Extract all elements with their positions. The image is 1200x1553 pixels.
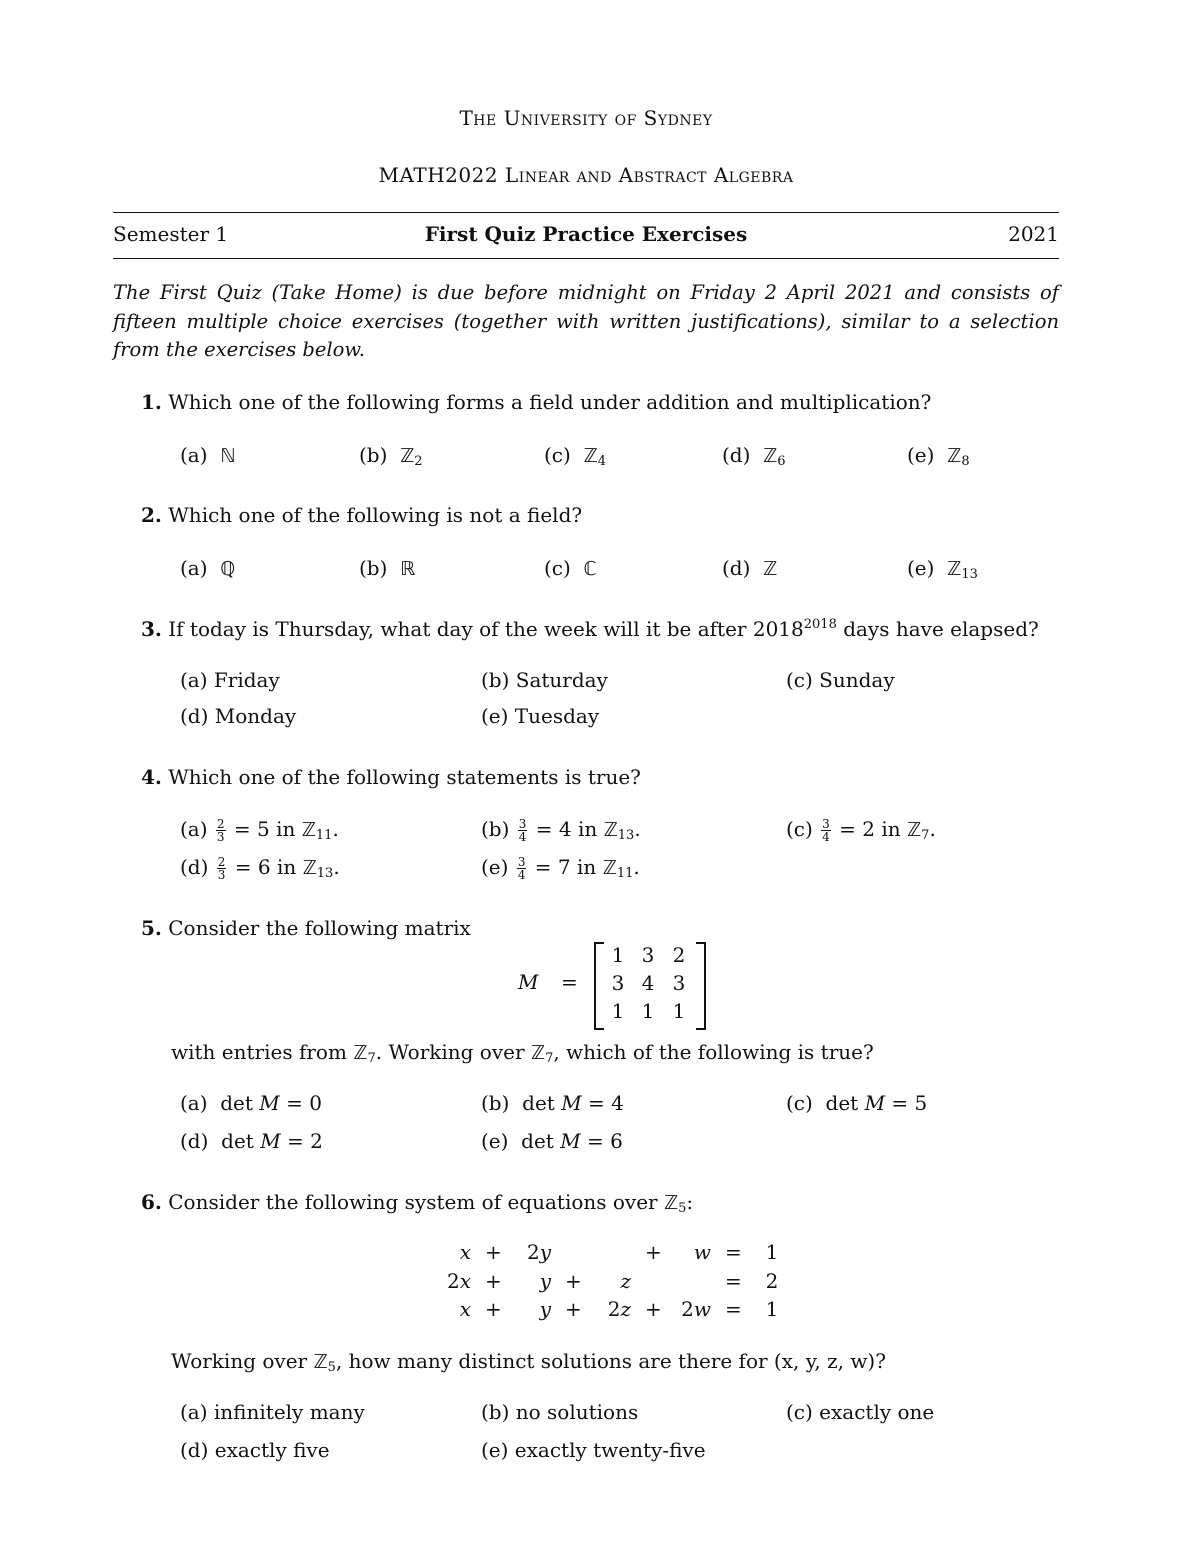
q3-option-b: (b) Saturday [481,668,608,692]
equation-term: + [645,1240,662,1264]
question-5 [141,916,471,940]
question-number: 3. [141,617,162,641]
equation-term: + [645,1297,662,1321]
q1-option-a: (a) ℕ [180,443,236,467]
question-2 [141,503,582,527]
q4-option-a: (a) $\frac{2}{3}$ = 5 in ℤ$_{11}$. [180,817,339,844]
equation-term: 1 [765,1240,779,1264]
q3-option-a: (a) Friday [180,668,280,692]
q6-option-d: (d) exactly five [180,1438,330,1462]
matrix-cell: 2 [672,943,686,967]
matrix-label: M [518,970,539,994]
q1-option-e: (e) ℤ$_8$ [907,443,970,469]
equation-term: = [725,1297,742,1321]
matrix-cell: 3 [672,971,686,995]
q5-option-a: (a) det M = 0 [180,1091,322,1115]
question-3 [141,617,1039,641]
q2-option-c: (c) ℂ [544,556,597,580]
question-text: If today is Thursday, what day of the week will it be after $2018^{2018}$ days have elapsed? [168,617,1039,641]
matrix-m [113,940,1059,1030]
equation-term: = [725,1268,742,1293]
equation-term: + [485,1240,502,1264]
question-number: 6. [141,1190,162,1214]
q6-follow-text: Working over ℤ$_5$, how many distinct solutions are there for (x, y, z, w)? [171,1349,886,1375]
matrix-cell: 3 [611,971,625,995]
question-text: Which one of the following statements is true? [168,765,641,789]
matrix-cell: 4 [641,971,655,995]
q3-option-c: (c) Sunday [786,668,895,692]
q5-option-e: (e) det M = 6 [481,1129,623,1153]
equation-term: + [565,1268,582,1293]
equation-term: x [459,1240,471,1264]
q5-option-b: (b) det M = 4 [481,1091,624,1115]
equation-term: 2z [607,1297,631,1321]
equation-term: 2w [681,1297,711,1321]
q3-option-d: (d) Monday [180,704,297,728]
equation-term: x [459,1297,471,1321]
equation-term: y [539,1268,551,1293]
equation-term: 2y [526,1240,551,1264]
equation-term: w [693,1240,711,1264]
matrix-cell: 1 [641,999,655,1023]
document-title: First Quiz Practice Exercises [424,222,748,246]
bottom-rule [113,258,1059,259]
q1-option-c: (c) ℤ$_4$ [544,443,606,469]
q5-option-c: (c) det M = 5 [786,1091,928,1115]
q4-option-c: (c) $\frac{3}{4}$ = 2 in ℤ$_7$. [786,817,936,844]
question-text: Consider the following matrix [168,916,471,940]
equation-term: 2 [765,1268,779,1293]
q6-option-e: (e) exactly twenty-five [481,1438,706,1462]
q1-option-d: (d) ℤ$_6$ [722,443,786,469]
q3-option-e: (e) Tuesday [481,704,600,728]
header-row [113,222,1059,250]
matrix-cell: 1 [611,943,625,967]
question-6 [141,1190,693,1216]
equation-term: + [485,1297,502,1321]
equation-term: y [539,1297,551,1321]
q2-option-b: (b) ℝ [359,556,416,580]
top-rule [113,212,1059,213]
semester-label: Semester 1 [113,222,229,246]
question-number: 5. [141,916,162,940]
equation-term: 1 [765,1297,779,1321]
question-number: 2. [141,503,162,527]
q4-option-e: (e) $\frac{3}{4}$ = 7 in ℤ$_{11}$. [481,855,640,882]
left-bracket [594,942,604,1030]
intro-paragraph: The First Quiz (Take Home) is due before midnight on Friday 2 April 2021 and consists of fifteen multiple choice exercises (together with written justifications), similar to a selection from the exercises below. [113,281,1059,361]
question-text: Which one of the following is not a field? [168,503,583,527]
question-number: 4. [141,765,162,789]
right-bracket [696,942,706,1030]
matrix-cell: 1 [672,999,686,1023]
document-page [113,0,1059,1553]
q4-option-b: (b) $\frac{3}{4}$ = 4 in ℤ$_{13}$. [481,817,641,844]
course-title: MATH2022 Linear and Abstract Algebra [378,163,794,187]
equation-term: = [725,1240,742,1264]
question-text: Consider the following system of equations over ℤ$_5$: [168,1190,694,1216]
matrix-equals: = [561,970,578,994]
q5-follow-text: with entries from ℤ$_7$. Working over ℤ$_7$, which of the following is true? [171,1040,874,1066]
equation-term: + [565,1297,582,1321]
question-1 [141,390,931,414]
q2-option-d: (d) ℤ [722,556,778,580]
question-number: 1. [141,390,162,414]
equation-term: 2x [446,1268,471,1293]
q1-option-b: (b) ℤ$_2$ [359,443,423,469]
q4-option-d: (d) $\frac{2}{3}$ = 6 in ℤ$_{13}$. [180,855,340,882]
question-text: Which one of the following forms a field under addition and multiplication? [168,390,932,414]
q2-option-e: (e) ℤ$_{13}$ [907,556,978,582]
university-name: The University of Sydney [459,106,713,130]
matrix-cell: 3 [641,943,655,967]
q6-option-a: (a) infinitely many [180,1400,365,1424]
q6-option-c: (c) exactly one [786,1400,935,1424]
q6-option-b: (b) no solutions [481,1400,639,1424]
equation-term: z [620,1268,631,1293]
q5-option-d: (d) det M = 2 [180,1129,323,1153]
question-4 [141,765,641,789]
year-label: 2021 [1008,222,1059,246]
q2-option-a: (a) ℚ [180,556,236,580]
equation-term: + [485,1268,502,1293]
matrix-cell: 1 [611,999,625,1023]
